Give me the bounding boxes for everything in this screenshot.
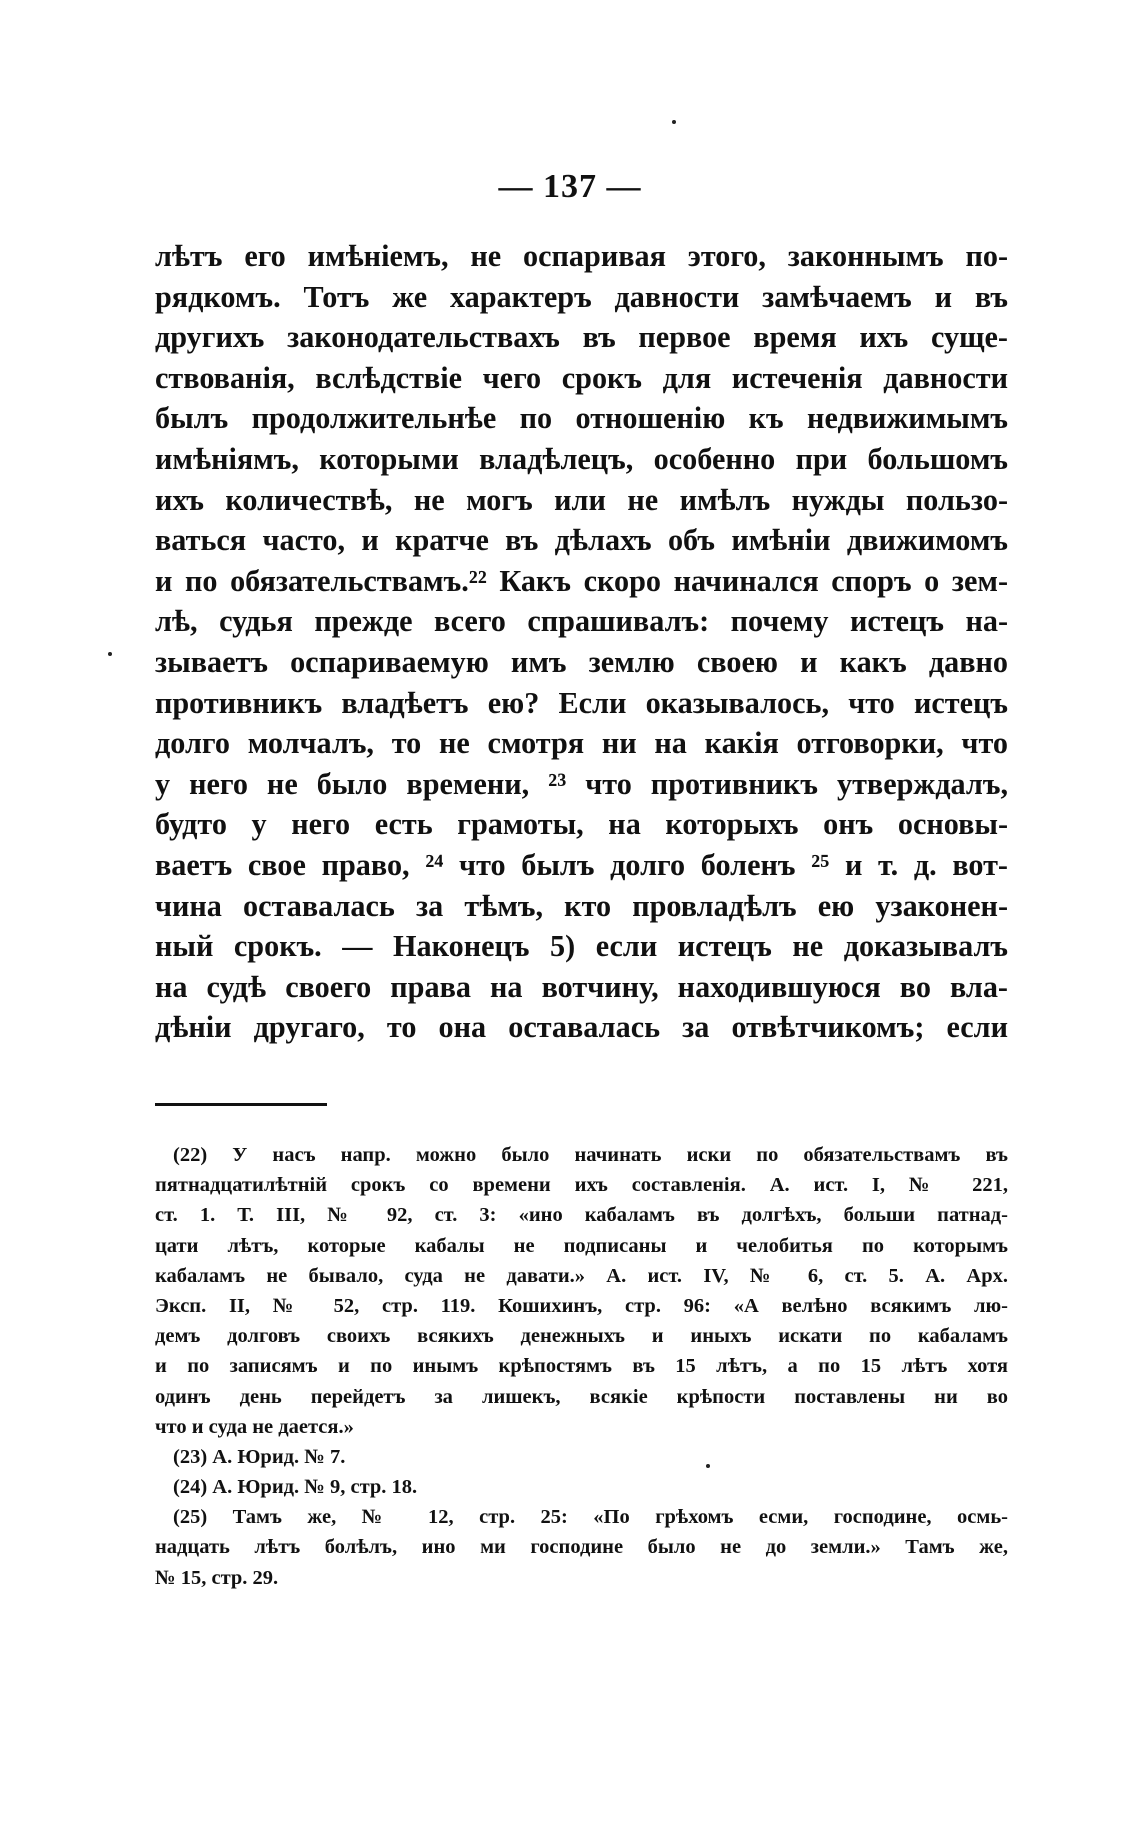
text-line: зываетъ оспариваемую имъ землю своею и какъ давно (155, 644, 1008, 679)
print-speck (706, 1464, 710, 1468)
text-line: ваться часто, и кратче въ дѣлахъ объ имѣніи движимомъ (155, 523, 1008, 558)
text-line: на судѣ своего права на вотчину, находившуюся во вла- (155, 969, 1008, 1004)
text-line: дѣніи другаго, то она оставалась за отвѣтчикомъ; если (155, 1010, 1008, 1045)
footnote-line: (23) А. Юрид. № 7. (173, 1445, 346, 1468)
text-line: другихъ законодательствахъ въ первое время ихъ суще- (155, 320, 1008, 355)
footnotes (155, 1140, 1008, 1593)
text-line: у него не было времени, ²³ что противникъ утверждалъ, (155, 766, 1008, 801)
footnote-line: № 15, стр. 29. (155, 1566, 279, 1589)
footnote-line: цати лѣтъ, которые кабалы не подписаны и челобитья по которымъ (155, 1234, 1008, 1257)
footnote-line: (24) А. Юрид. № 9, стр. 18. (173, 1476, 418, 1499)
text-line: противникъ владѣетъ ею? Если оказывалось, что истецъ (155, 685, 1008, 720)
text-line: будто у него есть грамоты, на которыхъ онъ основы- (155, 807, 1008, 842)
footnote-line: (25) Тамъ же, № 12, стр. 25: «По грѣхомъ есми, господине, осмь- (173, 1506, 1008, 1529)
text-line: ный срокъ. — Наконецъ 5) если истецъ не доказывалъ (155, 929, 1008, 964)
text-line: и по обязательствамъ.²² Какъ скоро начинался споръ о зем- (155, 563, 1008, 598)
footnote-line: пятнадцатилѣтній срокъ со времени ихъ составленія. А. ист. I, № 221, (155, 1174, 1008, 1197)
text-line: рядкомъ. Тотъ же характеръ давности замѣчаемъ и въ (155, 279, 1008, 314)
footnote-line: одинъ день перейдетъ за лишекъ, всякіе крѣпости поставлены ни во (155, 1385, 1008, 1408)
footnote-line: демъ долговъ своихъ всякихъ денежныхъ и иныхъ искати по кабаламъ (155, 1325, 1008, 1348)
footnote-line: Эксп. II, № 52, стр. 119. Кошихинъ, стр. 96: «А велѣно всякимъ лю- (155, 1294, 1008, 1317)
print-speck (108, 652, 112, 656)
text-line: чина оставалась за тѣмъ, кто провладѣлъ ею узаконен- (155, 888, 1008, 923)
footnote-line: надцать лѣтъ болѣлъ, ино ми господине было не до земли.» Тамъ же, (155, 1536, 1008, 1559)
text-line: былъ продолжительнѣе по отношенію къ недвижимымъ (155, 401, 1008, 436)
page-number: — 137 — (498, 168, 642, 205)
footnote-line: (22) У насъ напр. можно было начинать иски по обязательствамъ въ (173, 1144, 1008, 1166)
text-line: имѣніямъ, которыми владѣлецъ, особенно при большомъ (155, 441, 1008, 476)
footnote-line: кабаламъ не бывало, суда не давати.» А. ист. IV, № 6, ст. 5. А. Арх. (155, 1264, 1008, 1287)
text-line: лѣтъ его имѣніемъ, не оспаривая этого, законнымъ по- (155, 239, 1008, 273)
footnote-line: и по записямъ и по инымъ крѣпостямъ въ 15 лѣтъ, а по 15 лѣтъ хотя (155, 1355, 1008, 1378)
text-line: долго молчалъ, то не смотря ни на какія отговорки, что (155, 726, 1008, 761)
text-line: ваетъ свое право, ²⁴ что былъ долго боленъ ²⁵ и т. д. вот- (155, 847, 1008, 882)
text-line: ихъ количествѣ, не могъ или не имѣлъ нужды пользо- (155, 482, 1008, 517)
footnote-line: ст. 1. Т. III, № 92, ст. 3: «ино кабаламъ въ долгѣхъ, больши патнад- (155, 1204, 1008, 1227)
main-text (155, 236, 1008, 1048)
text-line: ствованія, вслѣдствіе чего срокъ для истеченія давности (155, 360, 1008, 395)
footnote-line: что и суда не дается.» (155, 1415, 354, 1438)
text-line: лѣ, судья прежде всего спрашивалъ: почему истецъ на- (155, 604, 1008, 639)
print-speck (672, 120, 676, 124)
footnote-separator (155, 1103, 327, 1106)
